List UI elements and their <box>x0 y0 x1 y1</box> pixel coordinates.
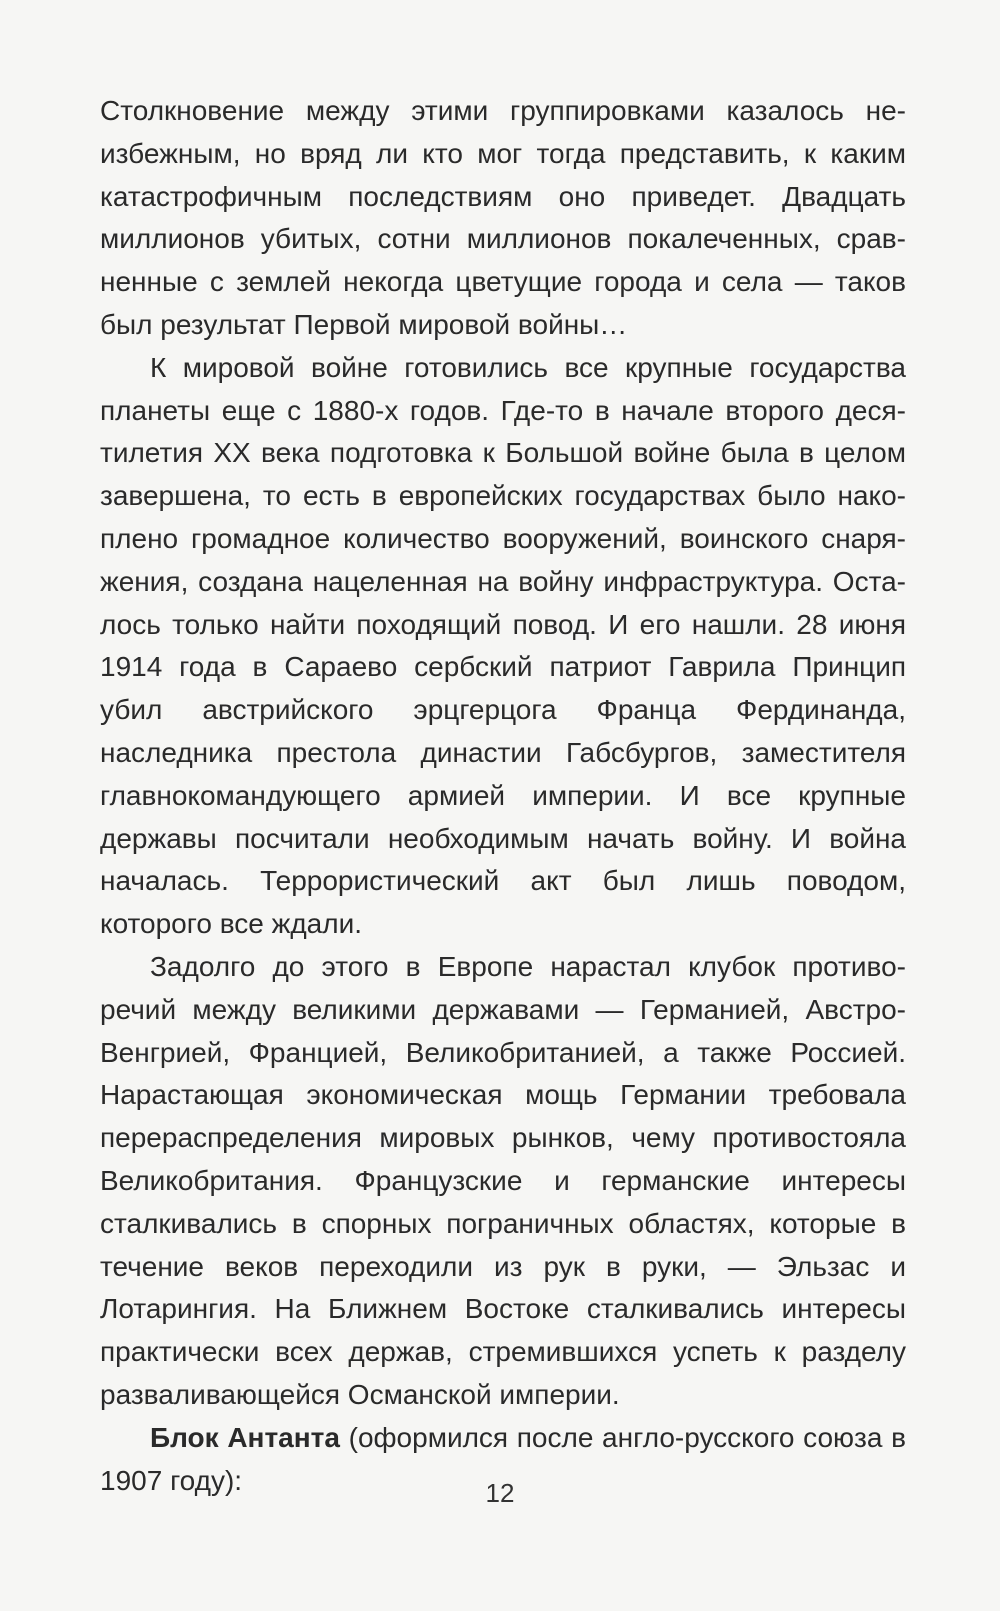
paragraph-intro: Столкновение между этими группировками казалось неизбежным, но вряд ли кто мог тогда представить, к каким катастрофичным последствиям оно приведет. Двадцать миллионов убитых, сотни миллионов покалеченных, сравненные с землей некогда цветущие города и села — таков был результат Первой мировой войны… <box>100 95 906 340</box>
paragraph-contradictions: Задолго до этого в Европе нарастал клубок противоречий между великими державами — Германией, Австро-Венгрией, Францией, Великобританией, а также Россией. Нарастающая экономическая мощь Германии требовала перераспределения мировых рынков, чему противостояла Великобритания. Французские и германские интересы сталкивались в спорных пограничных областях, которые в течение веков переходили из рук в руки, — Эльзас и Лотарингия. На Ближнем Востоке сталкивались интересы практически всех держав, стремившихся успеть к разделу разваливающейся Османской империи. <box>100 950 906 1410</box>
paragraph-war-preparation: К мировой войне готовились все крупные государства планеты еще с 1880-х годов. Где-то в начале второго десятилетия XX века подготовка к Большой войне была в целом завершена, то есть в европейских государствах было накоплено громадное количество вооружений, воинского снаряжения, создана нацеленная на войну инфраструктура. Осталось только найти походящий повод. И его нашли. 28 июня 1914 года в Сараево сербский патриот Гаврила Принцип убил австрийского эрцгерцога Франца Фердинанда, наследника престола династии Габсбургов, заместителя главнокомандующего армией империи. И все крупные державы посчитали необходимым начать войну. И война началась. Террористический акт был лишь поводом, которого все ждали. <box>100 351 906 940</box>
page-body <box>100 90 906 1502</box>
entente-text: (оформился после англо-русского союза в 1907 году): <box>100 1421 906 1496</box>
entente-heading: Блок Антанта <box>150 1421 340 1453</box>
page-number: 12 <box>485 1478 515 1508</box>
